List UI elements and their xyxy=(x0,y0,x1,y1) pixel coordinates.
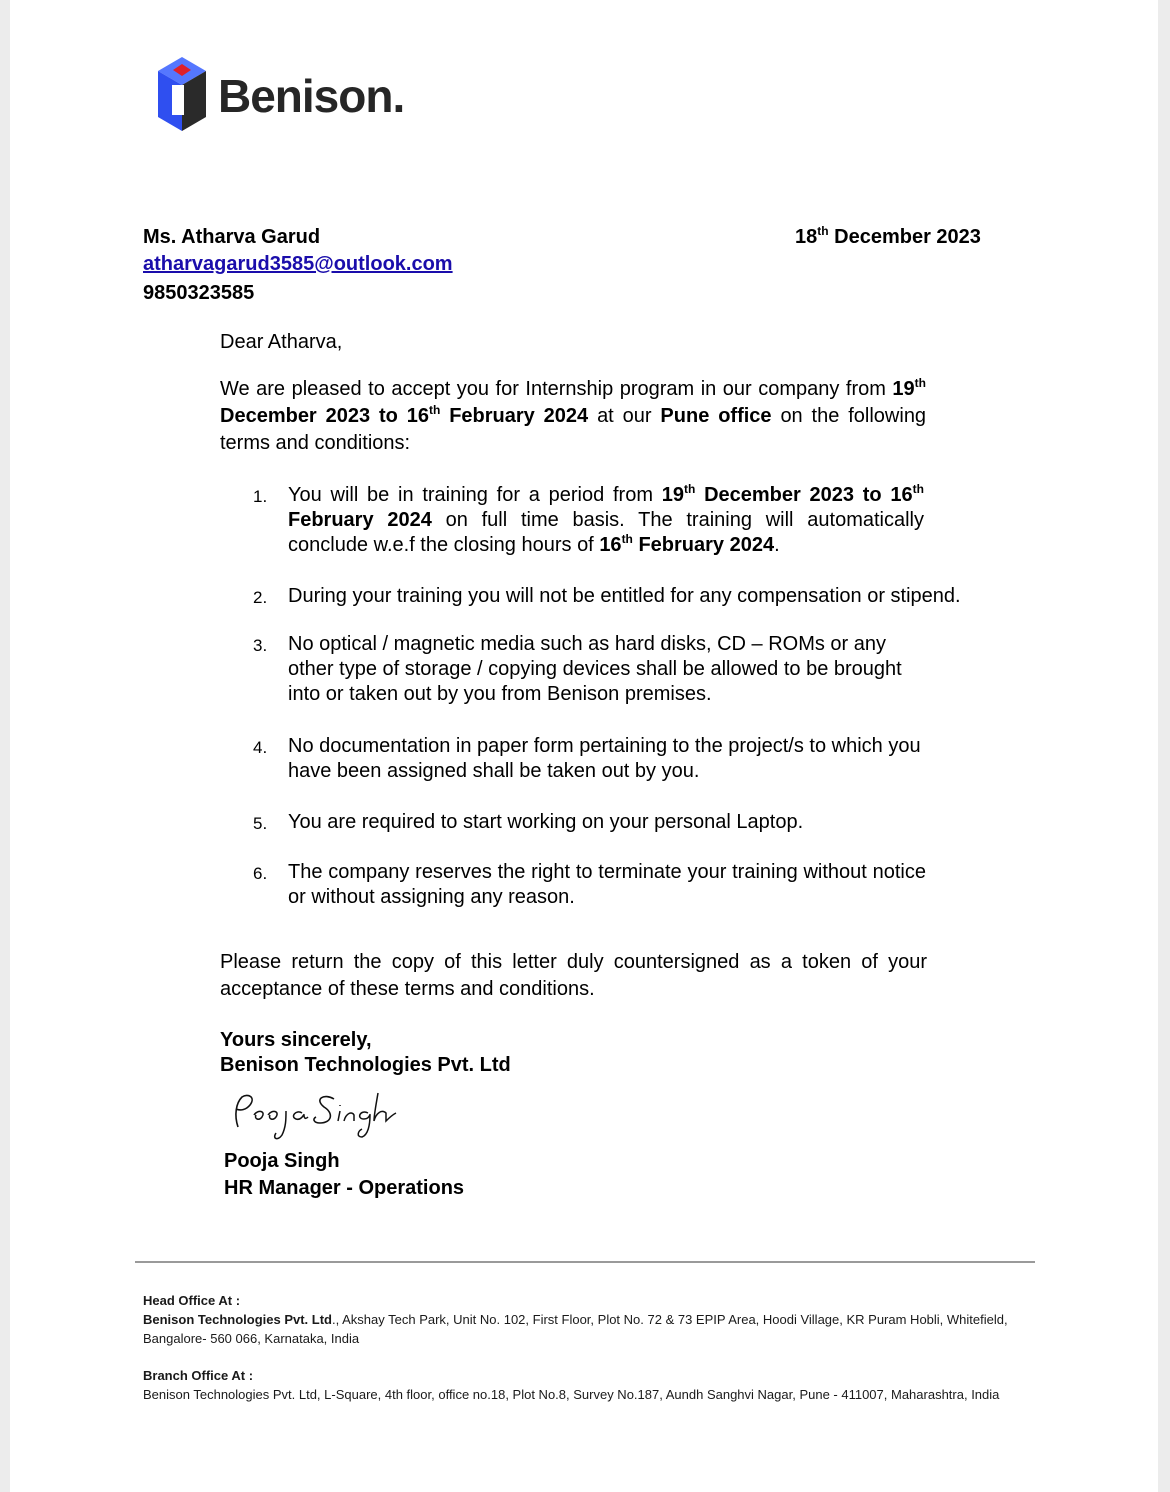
salutation: Dear Atharva, xyxy=(220,331,343,353)
letter-date: 18th December 2023 xyxy=(795,224,981,248)
head-office-label: Head Office At : xyxy=(143,1293,241,1308)
valediction: Yours sincerely, xyxy=(220,1029,372,1051)
recipient-name: Ms. Atharva Garud xyxy=(143,226,321,248)
footer-divider xyxy=(135,1261,1035,1263)
company-name: Benison Technologies Pvt. Ltd xyxy=(220,1054,511,1076)
term-number: 5. xyxy=(253,814,268,833)
signer-name: Pooja Singh xyxy=(224,1150,340,1172)
recipient-phone: 9850323585 xyxy=(143,282,255,304)
term-text: The company reserves the right to terminate your training without notice or without assigning any reason. xyxy=(288,861,926,908)
recipient-email-link[interactable]: atharvagarud3585@outlook.com xyxy=(143,253,453,275)
head-office-address xyxy=(143,1291,1043,1348)
term-text: You will be in training for a period from 19th December 2023 to 16th February 2024 on full time basis. The training will automatically conclude w.e.f the closing hours of 16th February 2024. xyxy=(288,482,924,556)
branch-office-text: Benison Technologies Pvt. Ltd, L-Square, 4th floor, office no.18, Plot No.8, Survey No.187, Aundh Sanghvi Nagar, Pune - 411007, Maharashtra, India xyxy=(143,1387,1000,1402)
letter-page xyxy=(10,0,1158,1492)
term-number: 1. xyxy=(253,487,268,506)
term-text: No optical / magnetic media such as hard disks, CD – ROMs or any other type of storage / copying devices shall be allowed to be brought into or taken out by you from Benison premises. xyxy=(288,633,902,705)
term-number: 6. xyxy=(253,864,268,883)
term-text: No documentation in paper form pertaining to the project/s to which you have been assigned shall be taken out by you. xyxy=(288,735,921,782)
term-number: 3. xyxy=(253,636,268,655)
logo-cube-icon xyxy=(148,55,218,133)
signer-title: HR Manager - Operations xyxy=(224,1177,465,1199)
term-text: You are required to start working on your personal Laptop. xyxy=(288,811,804,833)
term-number: 4. xyxy=(253,738,268,757)
term-text: During your training you will not be entitled for any compensation or stipend. xyxy=(288,585,961,607)
head-office-text: Benison Technologies Pvt. Ltd., Akshay Tech Park, Unit No. 102, First Floor, Plot No. 72 & 73 EPIP Area, Hoodi Village, KR Puram Hobli, Whitefield, Bangalore- 560 066, Karnataka, India xyxy=(143,1312,1008,1346)
closing-paragraph: Please return the copy of this letter duly countersigned as a token of your acceptance of these terms and conditions. xyxy=(220,951,927,1000)
branch-office-label: Branch Office At : xyxy=(143,1368,254,1383)
branch-office-address xyxy=(143,1366,1043,1404)
intro-paragraph: We are pleased to accept you for Internship program in our company from 19th December 2023 to 16th February 2024 at our Pune office on the following terms and conditions: xyxy=(220,376,927,454)
company-logo xyxy=(148,55,438,133)
term-number: 2. xyxy=(253,588,268,607)
logo-wordmark: Benison. xyxy=(218,70,405,122)
handwritten-signature xyxy=(216,1085,416,1145)
